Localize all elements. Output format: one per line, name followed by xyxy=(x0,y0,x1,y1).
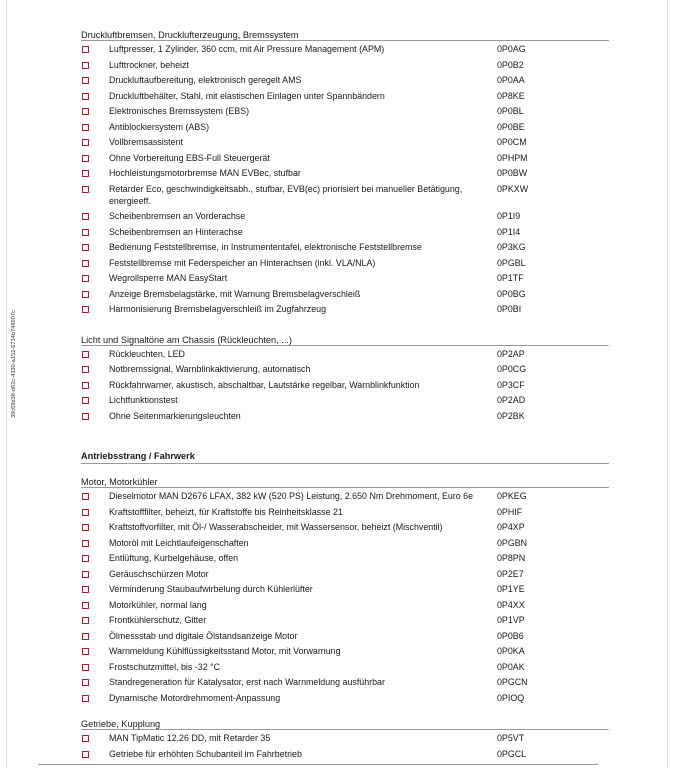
bottom-rule xyxy=(38,764,598,765)
checkbox-icon[interactable] xyxy=(82,586,89,593)
option-code: 0P0AK xyxy=(497,661,525,672)
option-description: MAN TipMatic 12.26 DD, mit Retarder 35 xyxy=(109,733,271,743)
checkbox-icon[interactable] xyxy=(82,213,89,220)
checkbox-icon[interactable] xyxy=(82,46,89,53)
checkbox-icon[interactable] xyxy=(82,260,89,267)
option-description: Anzeige Bremsbelagstärke, mit Warnung Bremsbelagverschleiß xyxy=(109,288,361,299)
checkbox-icon[interactable] xyxy=(82,291,89,298)
checkbox-icon[interactable] xyxy=(82,155,89,162)
option-description: Dieselmotor MAN D2676 LFAX, 382 kW (520 PS) Leistung, 2.650 Nm Drehmoment, Euro 6e xyxy=(109,491,474,501)
option-code: 0P2AP xyxy=(497,348,525,359)
option-code: 0P1YE xyxy=(497,584,525,594)
checkbox-icon[interactable] xyxy=(82,540,89,547)
checkbox-icon[interactable] xyxy=(82,77,89,84)
option-code: 0P0BE xyxy=(497,121,525,132)
spec-document xyxy=(81,29,609,761)
option-description: Kraftstoffvorfilter, mit Öl-/ Wasserabscheider, mit Wassersensor, beheizt (Mischventil) xyxy=(109,522,443,532)
option-code: 0P4XX xyxy=(497,599,525,610)
page-edge-right xyxy=(667,0,668,768)
checkbox-icon[interactable] xyxy=(82,124,89,131)
option-code: 0PGBL xyxy=(497,257,526,268)
option-description: Verminderung Staubaufwirbelung durch Kühlerlüfter xyxy=(109,584,313,594)
option-description: Getriebe für erhöhten Schubanteil im Fahrbetrieb xyxy=(109,748,302,759)
option-row xyxy=(81,690,609,706)
option-description: Lufttrockner, beheizt xyxy=(109,59,189,70)
option-row xyxy=(81,270,609,286)
option-code: 0PKEG xyxy=(497,491,527,501)
option-description: Harmonisierung Bremsbelagverschleiß im Zugfahrzeug xyxy=(109,304,327,314)
checkbox-icon[interactable] xyxy=(82,679,89,686)
option-row xyxy=(81,581,609,597)
checkbox-icon[interactable] xyxy=(82,617,89,624)
option-row xyxy=(81,408,609,424)
option-description: Lichtfunktionstest xyxy=(109,395,178,405)
checkbox-icon[interactable] xyxy=(82,695,89,702)
checkbox-icon[interactable] xyxy=(82,602,89,609)
option-description: Feststellbremse mit Federspeicher an Hinterachsen (inkl. VLA/NLA) xyxy=(109,257,376,268)
option-row xyxy=(81,224,609,240)
option-row xyxy=(81,504,609,520)
checkbox-icon[interactable] xyxy=(82,555,89,562)
option-row xyxy=(81,550,609,566)
option-code: 0P4XP xyxy=(497,522,525,532)
checkbox-icon[interactable] xyxy=(82,62,89,69)
option-description: Ohne Vorbereitung EBS-Full Steuergerät xyxy=(109,152,270,163)
option-row xyxy=(81,165,609,181)
option-row xyxy=(81,150,609,166)
option-description: Hochleistungsmotorbremse MAN EVBec, stufbar xyxy=(109,168,301,178)
option-code: 0PGCN xyxy=(497,677,528,687)
option-description: Motorkühler, normal lang xyxy=(109,599,207,610)
option-description: Luftpresser, 1 Zylinder, 360 ccm, mit Air Pressure Management (APM) xyxy=(109,44,385,54)
document-id: 39c69d38-d62c-4330-a152-6714b748007c xyxy=(11,310,17,418)
option-row xyxy=(81,746,609,762)
option-code: 0P0B6 xyxy=(497,630,524,641)
option-section xyxy=(81,334,609,424)
section-heading: Druckluftbremsen, Drucklufterzeugung, Bremssystem xyxy=(81,29,609,41)
option-code: 0P2AD xyxy=(497,395,526,405)
option-row xyxy=(81,72,609,88)
checkbox-icon[interactable] xyxy=(82,366,89,373)
option-row xyxy=(81,535,609,551)
option-row xyxy=(81,377,609,393)
option-description: Standregeneration für Katalysator, erst nach Warnmeldung ausführbar xyxy=(109,677,385,687)
option-code: 0PGBN xyxy=(497,537,528,548)
option-code: 0P1I4 xyxy=(497,226,521,237)
option-row xyxy=(81,301,609,317)
checkbox-icon[interactable] xyxy=(82,382,89,389)
option-row xyxy=(81,286,609,302)
checkbox-icon[interactable] xyxy=(82,648,89,655)
option-code: 0P8PN xyxy=(497,553,526,563)
major-section-heading: Antriebsstrang / Fahrwerk xyxy=(81,450,609,464)
part-braking-lighting xyxy=(81,29,609,423)
option-code: 0P1I9 xyxy=(497,211,521,221)
option-code: 0P0BL xyxy=(497,106,524,116)
option-description: Vollbremsassistent xyxy=(109,137,183,147)
option-description: Frostschutzmittel, bis -32 °C xyxy=(109,661,221,672)
option-row xyxy=(81,730,609,746)
option-description: Dynamische Motordrehmoment-Anpassung xyxy=(109,692,281,703)
option-code: 0P0AA xyxy=(497,75,525,85)
option-description: Antiblockiersystem (ABS) xyxy=(109,121,210,132)
checkbox-icon[interactable] xyxy=(82,139,89,146)
option-description: Druckluftaufbereitung, elektronisch geregelt AMS xyxy=(109,75,302,85)
checkbox-icon[interactable] xyxy=(82,397,89,404)
option-row xyxy=(81,88,609,104)
checkbox-icon[interactable] xyxy=(82,306,89,313)
checkbox-icon[interactable] xyxy=(82,493,89,500)
option-code: 0PKXW xyxy=(497,183,529,194)
checkbox-icon[interactable] xyxy=(82,244,89,251)
option-row xyxy=(81,643,609,659)
option-section xyxy=(81,718,609,761)
option-row xyxy=(81,57,609,73)
option-code: 0P0BI xyxy=(497,304,522,314)
option-code: 0PIOQ xyxy=(497,692,525,703)
option-code: 0P8KE xyxy=(497,90,525,101)
option-code: 0P0BG xyxy=(497,288,526,299)
option-row xyxy=(81,119,609,135)
option-code: 0P0KA xyxy=(497,646,525,656)
checkbox-icon[interactable] xyxy=(82,413,89,420)
option-description: Motoröl mit Leichtlaufeigenschaften xyxy=(109,537,249,548)
checkbox-icon[interactable] xyxy=(82,571,89,578)
option-code: 0P0CM xyxy=(497,137,527,147)
option-description: Rückfahrwarner, akustisch, abschaltbar, Lautstärke regelbar, Warnblinkfunktion xyxy=(109,379,420,390)
option-description: Elektronisches Bremssystem (EBS) xyxy=(109,106,250,116)
option-code: 0PHPM xyxy=(497,152,528,163)
checkbox-icon[interactable] xyxy=(82,751,89,758)
option-row xyxy=(81,392,609,408)
checkbox-icon[interactable] xyxy=(82,170,89,177)
option-row xyxy=(81,519,609,535)
checkbox-icon[interactable] xyxy=(82,664,89,671)
checkbox-icon[interactable] xyxy=(82,524,89,531)
option-description: Druckluftbehälter, Stahl, mit elastischen Einlagen unter Spannbändern xyxy=(109,90,385,101)
option-description: Warnmeldung Kühlflüssigkeitsstand Motor, mit Vorwarnung xyxy=(109,646,341,656)
option-description: Kraftstofffilter, beheizt, für Kraftstoffe bis Reinheitsklasse 21 xyxy=(109,506,343,517)
option-description: Bedienung Feststellbremse, in Instrumententafel, elektronische Feststellbremse xyxy=(109,242,422,252)
checkbox-icon[interactable] xyxy=(82,93,89,100)
option-description: Rückleuchten, LED xyxy=(109,348,185,359)
option-row xyxy=(81,612,609,628)
option-code: 0PHIF xyxy=(497,506,523,517)
page-edge-left xyxy=(6,0,7,768)
option-description: Ohne Seitenmarkierungsleuchten xyxy=(109,410,241,421)
option-row xyxy=(81,41,609,57)
option-code: 0P3KG xyxy=(497,242,526,252)
option-code: 0P0AG xyxy=(497,44,526,54)
option-code: 0P2BK xyxy=(497,410,525,421)
checkbox-icon[interactable] xyxy=(82,351,89,358)
option-code: 0P0B2 xyxy=(497,59,524,70)
option-row xyxy=(81,659,609,675)
option-row xyxy=(81,346,609,362)
checkbox-icon[interactable] xyxy=(82,735,89,742)
option-description: Notbremssignal, Warnblinkaktivierung, automatisch xyxy=(109,364,311,374)
option-row xyxy=(81,134,609,150)
option-section xyxy=(81,29,609,317)
option-description: Ölmessstab und digitale Ölstandsanzeige Motor xyxy=(109,630,298,641)
checkbox-icon[interactable] xyxy=(82,509,89,516)
checkbox-icon[interactable] xyxy=(82,108,89,115)
option-code: 0P1VP xyxy=(497,615,525,625)
option-row xyxy=(81,103,609,119)
option-description: Wegrollsperre MAN EasyStart xyxy=(109,273,228,283)
option-row xyxy=(81,628,609,644)
option-section xyxy=(81,476,609,705)
option-code: 0P1TF xyxy=(497,273,524,283)
option-code: 0P0BW xyxy=(497,168,528,178)
option-code: 0P0CG xyxy=(497,364,527,374)
section-heading: Licht und Signaltöne am Chassis (Rückleuchten, ...) xyxy=(81,334,609,346)
option-code: 0P5VT xyxy=(497,733,525,743)
option-description: Geräuschschürzen Motor xyxy=(109,568,209,579)
option-description: Retarder Eco, geschwindigkeitsabh., stufbar, EVB(ec) priorisiert bei manueller Betätigung, energieeff. xyxy=(109,183,463,206)
checkbox-icon[interactable] xyxy=(82,229,89,236)
option-row xyxy=(81,208,609,224)
checkbox-icon[interactable] xyxy=(82,633,89,640)
option-description: Entlüftung, Kurbelgehäuse, offen xyxy=(109,553,239,563)
option-row xyxy=(81,674,609,690)
option-code: 0P2E7 xyxy=(497,568,524,579)
checkbox-icon[interactable] xyxy=(82,186,89,193)
checkbox-icon[interactable] xyxy=(82,275,89,282)
option-description: Scheibenbremsen an Hinterachse xyxy=(109,226,243,237)
option-row xyxy=(81,239,609,255)
option-description: Scheibenbremsen an Vorderachse xyxy=(109,211,246,221)
option-row xyxy=(81,488,609,504)
option-description: Frontkühlerschutz, Gitter xyxy=(109,615,207,625)
option-row xyxy=(81,361,609,377)
option-row xyxy=(81,566,609,582)
part-drivetrain xyxy=(81,476,609,761)
option-code: 0P3CF xyxy=(497,379,525,390)
option-code: 0PGCL xyxy=(497,748,527,759)
section-heading: Motor, Motorkühler xyxy=(81,476,609,488)
section-heading: Getriebe, Kupplung xyxy=(81,718,609,730)
option-row xyxy=(81,597,609,613)
option-row xyxy=(81,255,609,271)
option-row xyxy=(81,181,609,209)
